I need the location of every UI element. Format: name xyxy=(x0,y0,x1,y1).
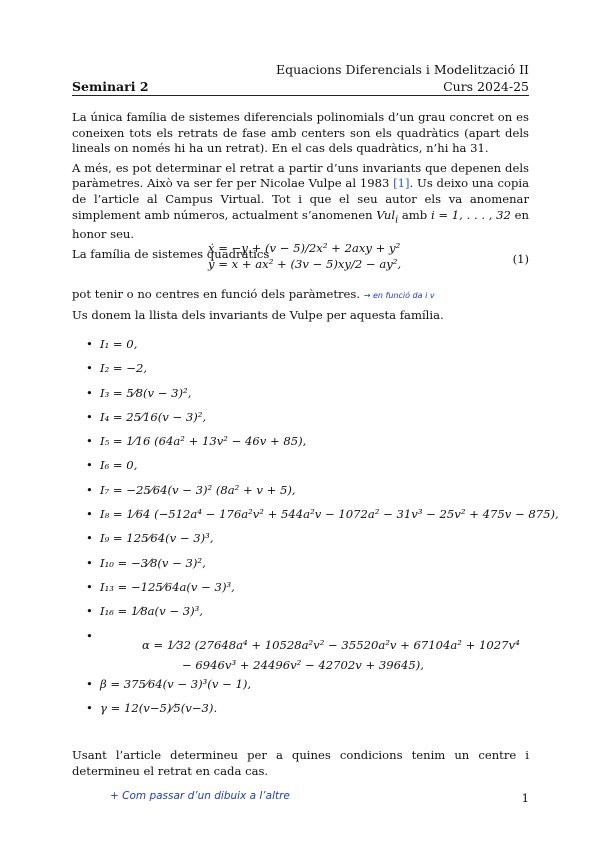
course-year: Curs 2024-25 xyxy=(443,79,529,94)
intro-paragraph-2 xyxy=(72,161,529,243)
invariant-item: • I₁₀ = −3⁄8(v − 3)², xyxy=(72,554,529,578)
alpha-item xyxy=(72,627,529,675)
handwritten-annotation: → en funció da i v xyxy=(363,291,435,300)
closing-paragraph: Usant l’article determineu per a quines condicions tenim un centre i determineu el retrat en cada cas. xyxy=(72,748,529,778)
handwritten-note: + Com passar d’un dibuix a l’altre xyxy=(110,790,290,802)
invariant-item: • I₁ = 0, xyxy=(72,335,529,359)
alpha-formula xyxy=(142,635,520,675)
p2-text-f: en honor seu. xyxy=(72,207,529,242)
citation-link[interactable]: [1] xyxy=(393,176,410,191)
after-equation xyxy=(72,287,529,327)
gamma-item: • γ = 12(v−5)⁄5(v−3). xyxy=(72,699,529,723)
index-range: i = 1, . . . , 32 xyxy=(430,207,511,222)
header-rule xyxy=(72,95,529,96)
intro-paragraph-3: La família de sistemes quadràtics xyxy=(72,247,270,262)
equation-line-2: ẏ = x + ax² + (3v − 5)xy/2 − ay², xyxy=(208,257,402,271)
equation-number: (1) xyxy=(512,252,529,266)
invariant-item: • I₁₃ = −125⁄64a(v − 3)³, xyxy=(72,578,529,602)
after-equation-line xyxy=(72,287,529,304)
invariant-item: • I₁₆ = 1⁄8a(v − 3)³, xyxy=(72,602,529,626)
page-number: 1 xyxy=(521,791,529,805)
alpha-line-2: − 6946v³ + 24496v² − 42702v + 39645), xyxy=(182,657,424,672)
invariant-item: • I₅ = 1⁄16 (64a² + 13v² − 46v + 85), xyxy=(72,432,529,456)
intro-paragraph-1: La única família de sistemes diferencials polinomials d’un grau concret on es coneixen tots els retrats de fase amb centers son els quadràtics (apart dels lineals on només hi ha un retrat). En el cas dels quadràtics, n’hi ha 31. xyxy=(72,110,529,156)
invariants-list xyxy=(72,335,559,723)
equation-line-1: ẋ = −y + (v − 5)/2x² + 2axy + y² xyxy=(208,241,401,255)
p2-text-d: amb xyxy=(398,207,431,222)
invariant-item: • I₄ = 25⁄16(v − 3)², xyxy=(72,408,529,432)
invariant-item: • I₈ = 1⁄64 (−512a⁴ − 176a²v² + 544a²v − 1072a² − 31v³ − 25v² + 475v − 875), xyxy=(72,505,529,529)
seminar-title: Seminari 2 xyxy=(72,79,149,94)
invariant-item: • I₇ = −25⁄64(v − 3)² (8a² + v + 5), xyxy=(72,481,529,505)
p2-text-a: A més, es pot determinar el retrat a partir d’uns invariants que depenen dels paràmetres. Això va ser fer per Nicolae Vulpe al 1983 xyxy=(72,160,529,191)
invariant-item: • I₃ = 5⁄8(v − 3)², xyxy=(72,384,529,408)
equation-block xyxy=(72,240,529,282)
beta-item: • β = 375⁄64(v − 3)³(v − 1), xyxy=(72,675,529,699)
course-title: Equacions Diferencials i Modelització II xyxy=(275,62,529,77)
vul-subscript: i xyxy=(395,213,399,225)
p2-text-b: . Us deixo una copia de l’article al Campus Virtual. Tot i que el seu autor els va anomenar simplement amb números, actualment s’anomenen xyxy=(72,176,529,222)
invariant-item: • I₉ = 125⁄64(v − 3)³, xyxy=(72,529,529,553)
vul-symbol: Vul xyxy=(376,207,396,222)
invariant-item: • I₂ = −2, xyxy=(72,359,529,383)
after-equation-text: pot tenir o no centres en funció dels paràmetres. xyxy=(72,287,361,301)
invariant-item: • I₆ = 0, xyxy=(72,456,529,480)
alpha-line-1: • α = 1⁄32 (27648a⁴ + 10528a²v² − 35520a²v + 67104a² + 1027v⁴ xyxy=(142,637,520,652)
invariants-intro: Us donem la llista dels invariants de Vulpe per aquesta família. xyxy=(72,307,444,322)
equation-lines xyxy=(208,240,401,272)
